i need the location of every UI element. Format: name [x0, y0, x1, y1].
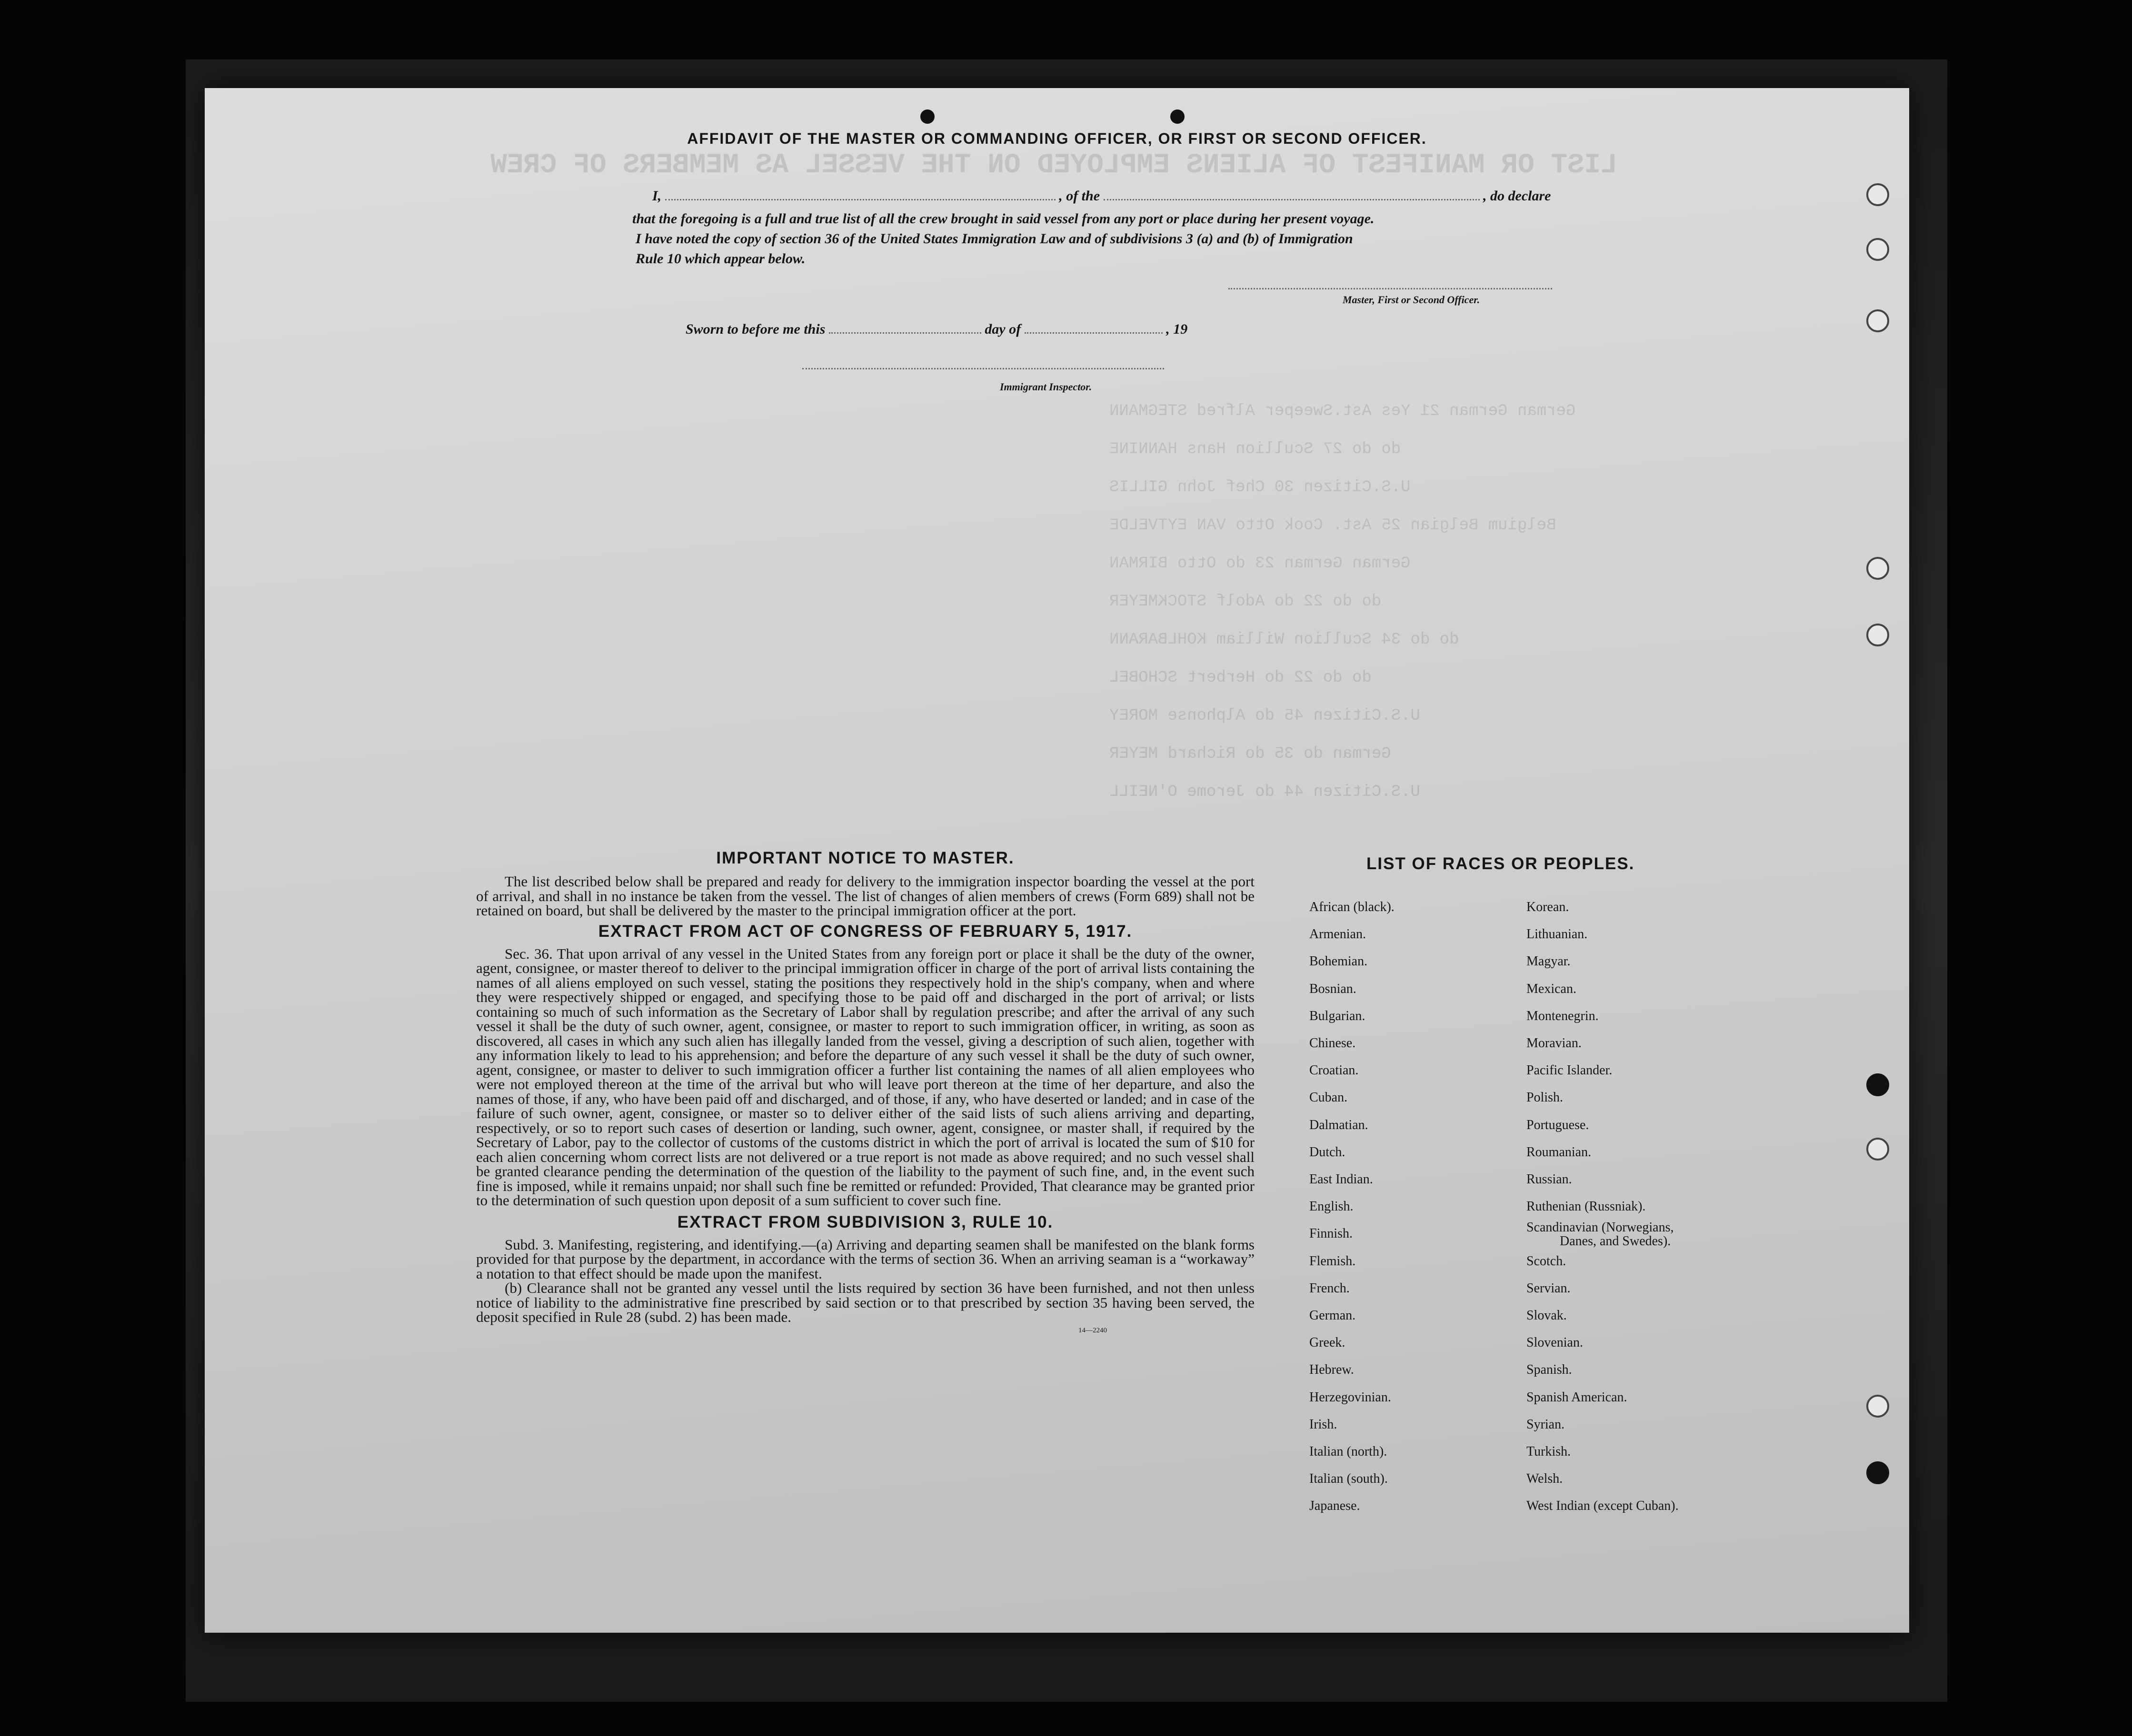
race-item: Finnish.: [1309, 1226, 1353, 1241]
affidavit-line-1: [652, 188, 1776, 204]
notice-body: The list described below shall be prepared and ready for delivery to the immigration inspector boarding the vessel at the port of arrival, and shall in no instance be taken from the vessel. The list of changes of alien members of crews (Form 689) shall not be retained on board, but shall be delivered by the master to the principal immigration officer at the port.: [476, 873, 1255, 919]
bleed-through-row: German German 23 do Otto BIRMAN: [1109, 555, 1411, 573]
race-item: Japanese.: [1309, 1498, 1360, 1514]
race-item: Lithuanian.: [1526, 927, 1588, 942]
race-item: Scotch.: [1526, 1253, 1566, 1269]
binder-hole: [1866, 309, 1889, 332]
race-item: French.: [1309, 1280, 1350, 1296]
extract-act-title: EXTRACT FROM ACT OF CONGRESS OF FEBRUARY 5, 1917.: [598, 922, 1133, 941]
race-item: Servian.: [1526, 1280, 1571, 1296]
race-item: Flemish.: [1309, 1253, 1356, 1269]
race-item: Armenian.: [1309, 927, 1366, 942]
race-item: Hebrew.: [1309, 1362, 1354, 1378]
binder-hole: [1866, 1073, 1889, 1096]
master-signature-line: [1228, 288, 1552, 289]
races-column-1: [1309, 893, 1395, 1520]
affidavit-line-4: Rule 10 which appear below.: [636, 251, 806, 267]
race-item: Spanish.: [1526, 1362, 1572, 1378]
race-item: Magyar.: [1526, 954, 1571, 969]
year-label: , 19: [1166, 321, 1188, 337]
race-item: Herzegovinian.: [1309, 1389, 1391, 1405]
bleed-through-heading: LIST OR MANIFEST OF ALIENS EMPLOYED ON THE VESSEL AS MEMBERS OF CREW: [490, 150, 1617, 181]
race-item: Irish.: [1309, 1417, 1337, 1432]
race-item: Bosnian.: [1309, 981, 1356, 996]
master-signature-label: Master, First or Second Officer.: [1343, 294, 1480, 306]
binder-hole: [1866, 1461, 1889, 1484]
bleed-through-row: Belgium Belgian 25 Ast. Cook Otto VAN EYTVELDE: [1109, 516, 1556, 535]
race-item: Chinese.: [1309, 1036, 1356, 1051]
race-item: Welsh.: [1526, 1471, 1563, 1487]
race-item: Bohemian.: [1309, 954, 1368, 969]
staple-hole: [920, 109, 935, 124]
race-item: Montenegrin.: [1526, 1008, 1599, 1023]
races-column-2: [1526, 893, 1679, 1520]
race-item: Moravian.: [1526, 1036, 1582, 1051]
affidavit-of-the: , of the: [1059, 188, 1100, 204]
race-item: Greek.: [1309, 1335, 1345, 1350]
extract-rule-body-b: (b) Clearance shall not be granted any vessel until the lists required by section 36 have been furnished, and not then unless notice of liability to the administrative fine prescribed by said section or to that prescribed by section 35 having been served, the deposit specified in Rule 28 (subd. 2) has been made.: [476, 1280, 1255, 1325]
binder-hole: [1866, 183, 1889, 206]
bleed-through-row: German do 35 do Richard MEYER: [1109, 745, 1391, 763]
race-item: Italian (south).: [1309, 1471, 1388, 1487]
bleed-through-row: do do 34 Scullion William KOHLBARANN: [1109, 631, 1459, 649]
bleed-through-row: German German 21 Yes Ast.Sweeper Alfred STEGMANN: [1109, 402, 1576, 420]
sworn-label: Sworn to before me this: [686, 321, 826, 337]
races-title: LIST OF RACES OR PEOPLES.: [1366, 854, 1635, 873]
sworn-line: [686, 321, 1187, 337]
extract-rule-title: EXTRACT FROM SUBDIVISION 3, RULE 10.: [677, 1212, 1054, 1231]
race-item: West Indian (except Cuban).: [1526, 1498, 1679, 1514]
race-item: Russian.: [1526, 1172, 1572, 1187]
binder-hole: [1866, 238, 1889, 261]
race-item: Syrian.: [1526, 1417, 1565, 1432]
bleed-through-row: U.S.Citizen 44 do Jerome O'NEILL: [1109, 783, 1420, 801]
bleed-through-row: do do 22 do Herbert SCHOBEL: [1109, 669, 1372, 687]
race-item: German.: [1309, 1308, 1356, 1323]
race-item: Scandinavian (Norwegians,: [1526, 1220, 1674, 1235]
affidavit-line-2: that the foregoing is a full and true list of all the crew brought in said vessel from any port or place during her present voyage.: [632, 211, 1375, 227]
binder-hole: [1866, 1395, 1889, 1418]
bleed-through-row: U.S.Citizen 45 do Alphonse MOREY: [1109, 707, 1420, 725]
race-item: Polish.: [1526, 1090, 1564, 1105]
name-blank: [665, 199, 1056, 200]
notice-title: IMPORTANT NOTICE TO MASTER.: [716, 849, 1015, 867]
bleed-through-row: U.S.Citizen 30 Chef John GILLIS: [1109, 478, 1411, 496]
affidavit-do-declare: , do declare: [1483, 188, 1551, 204]
race-item: African (black).: [1309, 900, 1395, 914]
affidavit-line-3: I have noted the copy of section 36 of the United States Immigration Law and of subdivisions 3 (a) and (b) of Immigration: [636, 231, 1353, 247]
race-item: Mexican.: [1526, 981, 1576, 996]
affidavit-i: I,: [652, 188, 662, 204]
race-item: Bulgarian.: [1309, 1008, 1365, 1023]
document-page: [205, 88, 1909, 1633]
race-item: Croatian.: [1309, 1063, 1359, 1078]
race-item: East Indian.: [1309, 1172, 1373, 1187]
inspector-label: Immigrant Inspector.: [1000, 381, 1092, 393]
race-item: Slovenian.: [1526, 1335, 1583, 1350]
affidavit-title: AFFIDAVIT OF THE MASTER OR COMMANDING OFFICER, OR FIRST OR SECOND OFFICER.: [687, 130, 1427, 147]
staple-hole: [1170, 109, 1185, 124]
bleed-through-row: do do 27 Scullion Hans HANNINE: [1109, 440, 1401, 458]
inspector-signature-line: [802, 368, 1164, 369]
vessel-blank: [1104, 199, 1480, 200]
race-item: Roumanian.: [1526, 1144, 1592, 1160]
race-item: Pacific Islander.: [1526, 1063, 1613, 1078]
extract-act-body: Sec. 36. That upon arrival of any vessel in the United States from any foreign port or place it shall be the duty of the owner, agent, consignee, or master thereof to deliver to the principal immigration officer in charge of the port of arrival lists containing the names of all aliens employed on such vessel, stating the positions they respectively hold in the ship's company, when and where they were respectively shipped or engaged, and specifying those to be paid off and discharged in the port of arrival; or lists containing so much of such information as the Secretary of Labor shall by regulation prescribe; and after the arrival of any such vessel it shall be the duty of such owner, agent, consignee, or master to report to such immigration officer, in writing, as soon as discovered, all cases in which any such alien has illegally landed from the vessel, giving a description of such alien, together with any information likely to lead to his apprehension; and before the departure of any such vessel it shall be the duty of such owner, agent, consignee, or master to deliver to such immigration officer a further list containing the names of all alien employees who were not employed thereon at the time of the arrival but who will leave port thereon at the time of her departure, and also the names of those, if any, who have been paid off and discharged, and of those, if any, who have deserted or landed; and in case of the failure of such owner, agent, consignee, or master so to deliver either of the said lists of such aliens arriving and departing, respectively, or so to report such cases of desertion or landing, such owner, agent, consignee, or master shall, if required by the Secretary of Labor, pay to the collector of customs of the customs district in which the port of arrival is located the sum of $10 for each alien concerning whom correct lists are not delivered or a true report is not made as above required; and no such vessel shall be granted clearance pending the determination of the question of the liability to the payment of such fine, and, in the event such fine is imposed, while it remains unpaid; nor shall such fine be remitted or refunded: Provided, That clearance may be granted prior to the determination of such question upon deposit of a sum sufficient to cover such fine.: [476, 945, 1255, 1209]
sworn-month-blank: [1025, 332, 1163, 334]
race-item: Portuguese.: [1526, 1117, 1589, 1132]
race-item: English.: [1309, 1199, 1354, 1214]
race-item: Dutch.: [1309, 1144, 1345, 1160]
day-of-label: day of: [985, 321, 1021, 337]
race-item: Italian (north).: [1309, 1444, 1387, 1459]
race-item-continuation: Danes, and Swedes).: [1560, 1234, 1671, 1249]
binder-hole: [1866, 1138, 1889, 1161]
binder-hole: [1866, 557, 1889, 580]
form-number: 14—2240: [1078, 1326, 1107, 1334]
extract-rule-body-a: Subd. 3. Manifesting, registering, and identifying.—(a) Arriving and departing seamen shall be manifested on the blank forms provided for that purpose by the department, in accordance with the terms of section 36. When an arriving seaman is a “workaway” a notation to that effect should be made upon the manifest.: [476, 1236, 1255, 1282]
race-item: Slovak.: [1526, 1308, 1567, 1323]
bleed-through-row: do do 22 do Adolf STOCKMEYER: [1109, 593, 1382, 611]
left-column: [476, 849, 1255, 1335]
sworn-date-blank: [829, 332, 981, 334]
race-item: Cuban.: [1309, 1090, 1348, 1105]
race-item: Ruthenian (Russniak).: [1526, 1199, 1646, 1214]
race-item: Korean.: [1526, 900, 1569, 914]
binder-hole: [1866, 624, 1889, 646]
race-item: Dalmatian.: [1309, 1117, 1368, 1132]
race-item: Turkish.: [1526, 1444, 1571, 1459]
race-item: Spanish American.: [1526, 1389, 1627, 1405]
